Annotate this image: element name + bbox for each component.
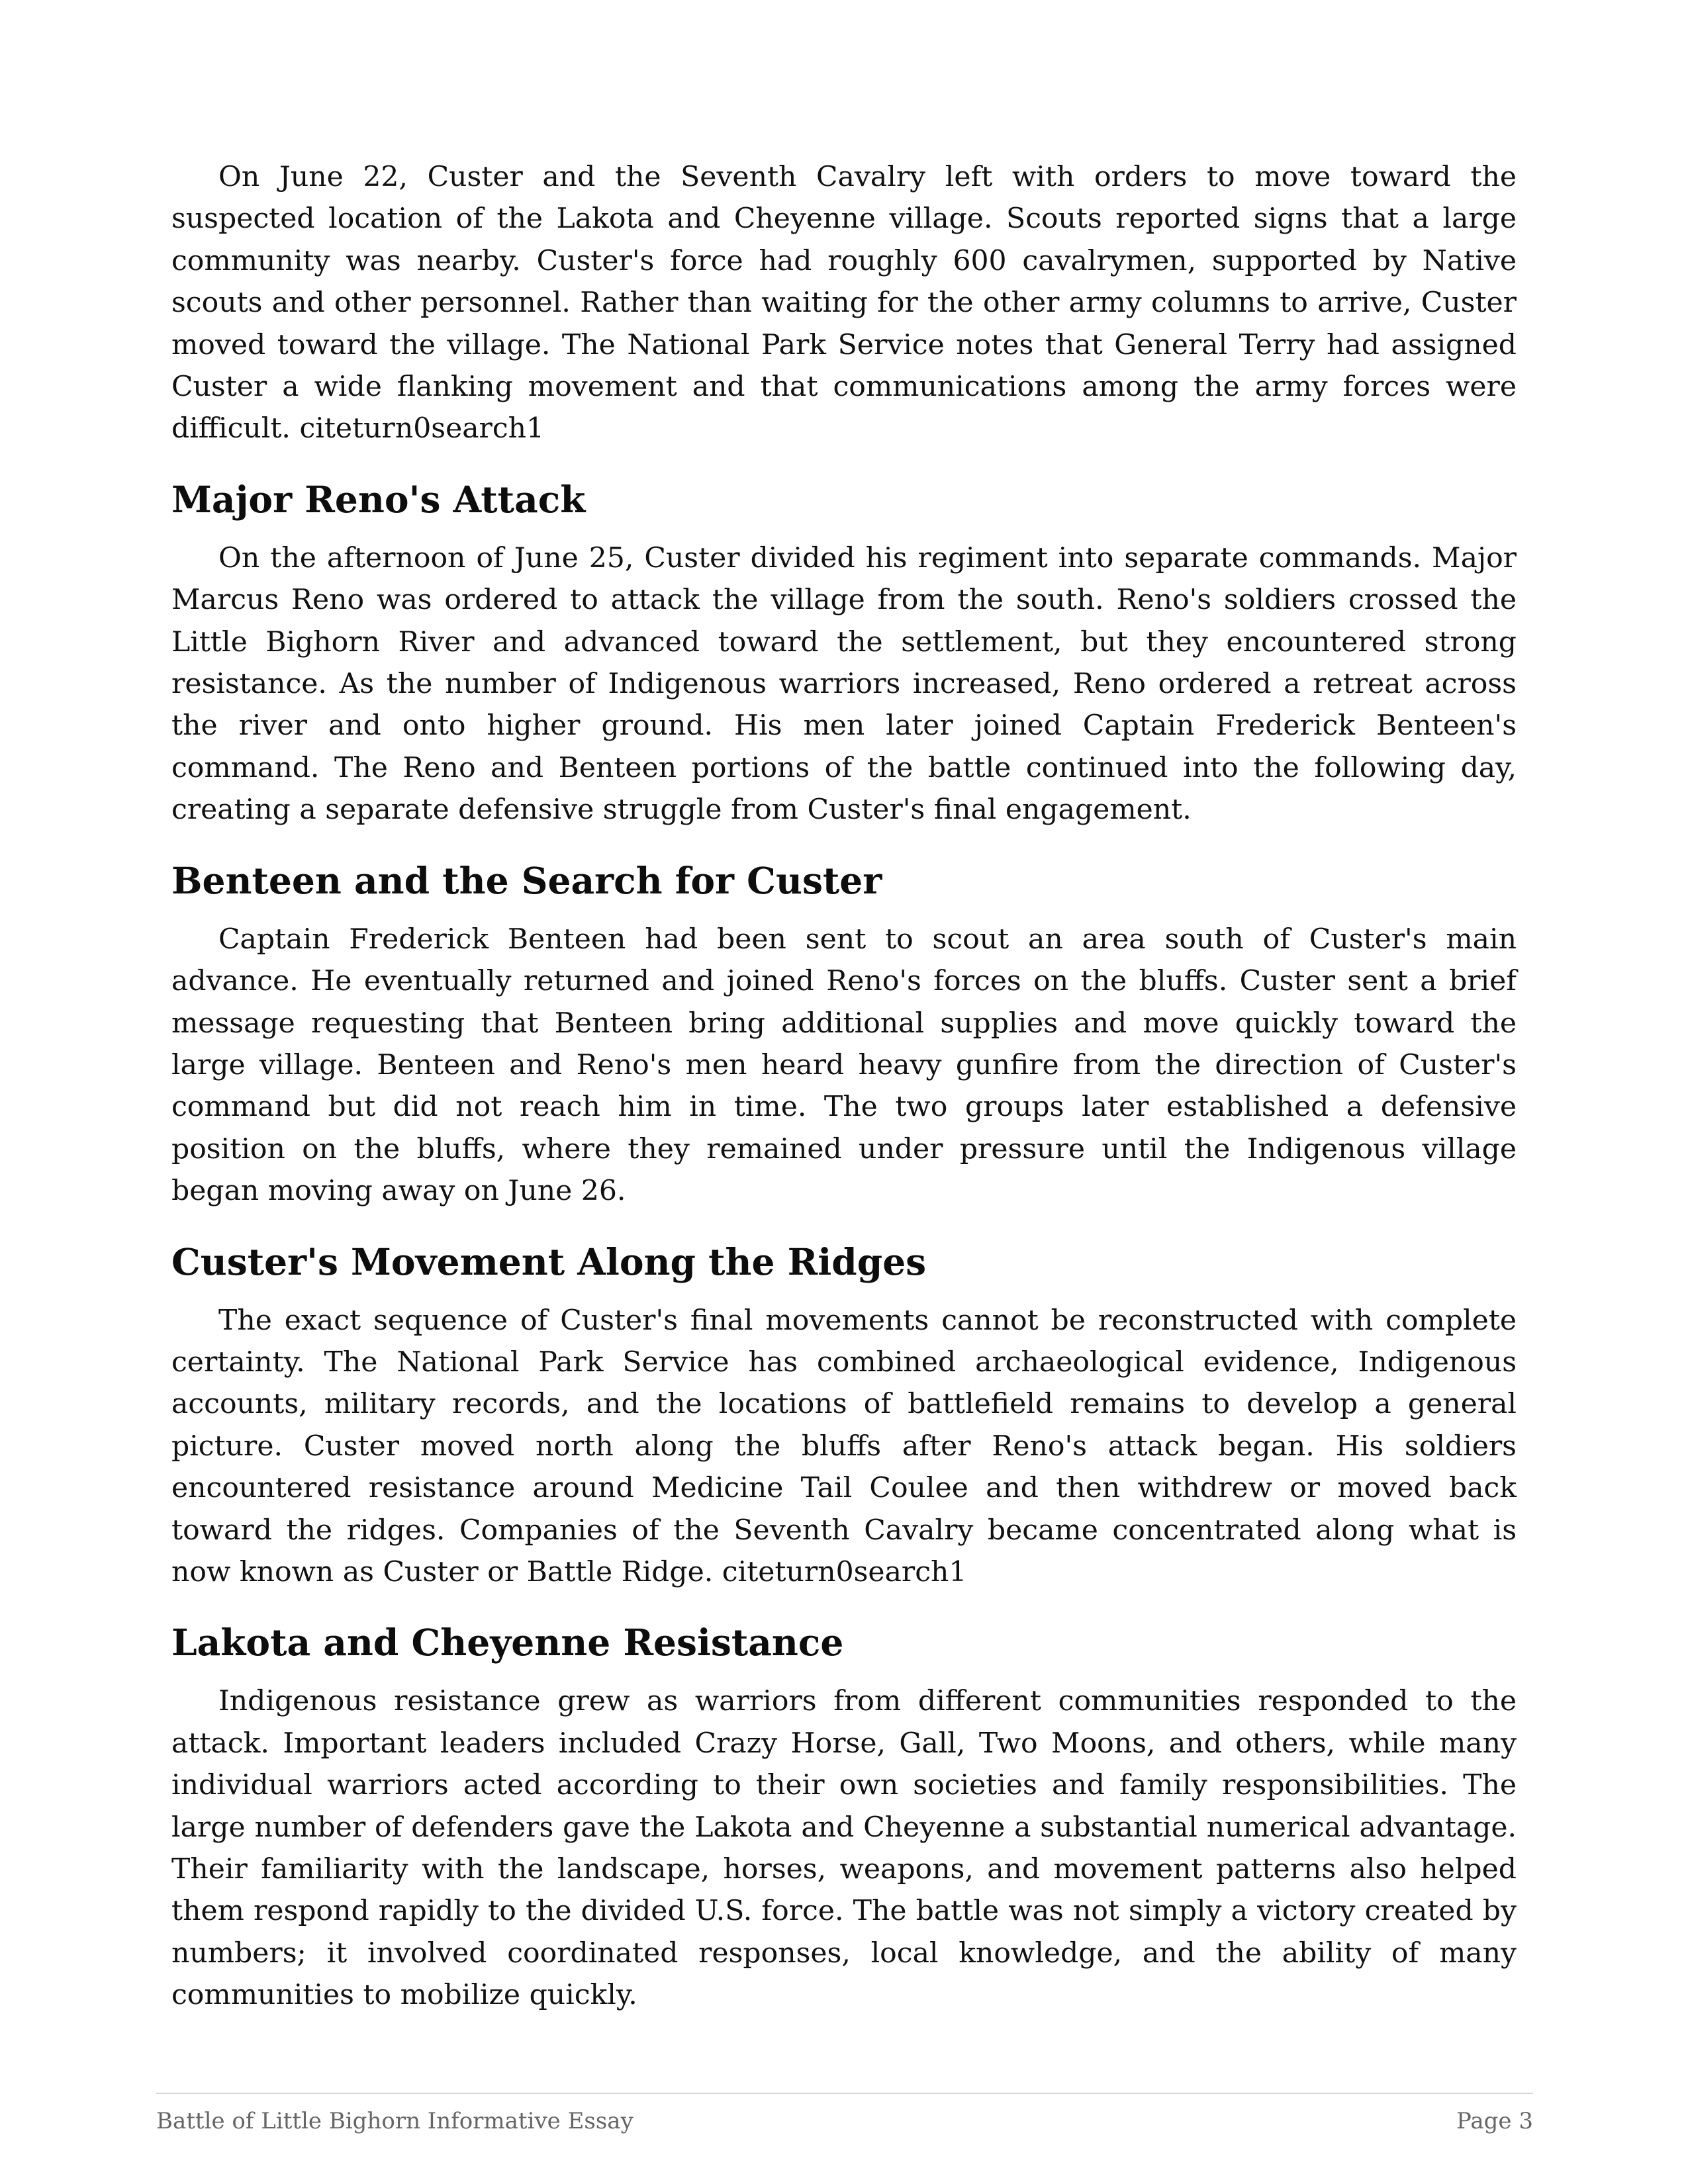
paragraph-lakota-cheyenne-resistance: Indigenous resistance grew as warriors from different communities responded to the attack. Important leaders included Crazy Horse, Gall, Two Moons, and others, while many individual warriors acted according to their own societies and family responsibilities. The large number of defenders gave the Lakota and Cheyenne a substantial numerical advantage. Their familiarity with the landscape, horses, weapons, and movement patterns also helped them respond rapidly to the divided U.S. force. The battle was not simply a victory created by numbers; it involved coordinated responses, local knowledge, and the ability of many communities to mobilize quickly. xyxy=(171,1685,1517,2012)
heading-benteen-search: Benteen and the Search for Custer xyxy=(171,858,882,902)
essay-body xyxy=(171,156,1517,2017)
heading-custer-ridges: Custer's Movement Along the Ridges xyxy=(171,1240,927,1283)
heading-major-reno-attack: Major Reno's Attack xyxy=(171,477,586,521)
paragraph-major-reno-attack: On the afternoon of June 25, Custer divided his regiment into separate commands. Major Marcus Reno was ordered to attack the village from the south. Reno's soldiers crossed the Little Bighorn River and advanced toward the settlement, but they encountered strong resistance. As the number of Indigenous warriors increased, Reno ordered a retreat across the river and onto higher ground. His men later joined Captain Frederick Benteen's command. The Reno and Benteen portions of the battle continued into the following day, creating a separate defensive struggle from Custer's final engagement. xyxy=(171,541,1517,827)
paragraph-custer-departure: On June 22, Custer and the Seventh Cavalry left with orders to move toward the suspected location of the Lakota and Cheyenne village. Scouts reported signs that a large community was nearby. Custer's force had roughly 600 cavalrymen, supported by Native scouts and other personnel. Rather than waiting for the other army columns to arrive, Custer moved toward the village. The National Park Service notes that General Terry had assigned Custer a wide flanking movement and that communications among the army forces were difficult. citeturn0search1 xyxy=(171,161,1517,445)
paragraph-custer-ridges: The exact sequence of Custer's final movements cannot be reconstructed with complete certainty. The National Park Service has combined archaeological evidence, Indigenous accounts, military records, and the locations of battlefield remains to develop a general picture. Custer moved north along the bluffs after Reno's attack began. His soldiers encountered resistance around Medicine Tail Coulee and then withdrew or moved back toward the ridges. Companies of the Seventh Cavalry became concentrated along what is now known as Custer or Battle Ridge. citeturn0search1 xyxy=(171,1304,1517,1588)
paragraph-benteen-search: Captain Frederick Benteen had been sent to scout an area south of Custer's main advance. He eventually returned and joined Reno's forces on the bluffs. Custer sent a brief message requesting that Benteen bring additional supplies and move quickly toward the large village. Benteen and Reno's men heard heavy gunfire from the direction of Custer's command but did not reach him in time. The two groups later established a defensive position on the bluffs, where they remained under pressure until the Indigenous village began moving away on June 26. xyxy=(171,923,1517,1208)
footer-divider xyxy=(156,2093,1533,2094)
heading-lakota-cheyenne-resistance: Lakota and Cheyenne Resistance xyxy=(171,1621,844,1664)
footer-page-number: Page 3 xyxy=(1456,2108,1533,2134)
footer-document-title: Battle of Little Bighorn Informative Essay xyxy=(156,2108,633,2134)
